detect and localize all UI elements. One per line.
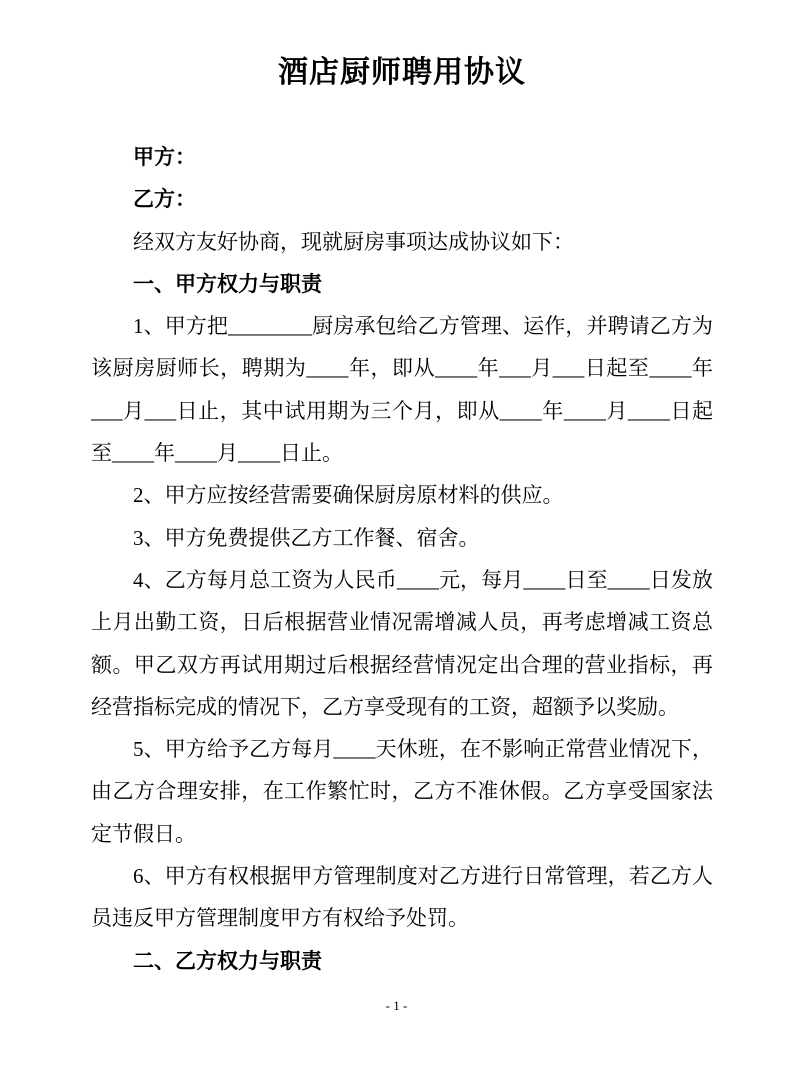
clause-5-line-2: 由乙方合理安排，在工作繁忙时，乙方不准休假。乙方享受国家法	[91, 779, 713, 804]
heading-section-1-line-1: 一、甲方权力与职责	[133, 271, 322, 296]
clause-4-line-3: 额。甲乙双方再试用期过后根据经营情况定出合理的营业指标，再	[91, 652, 713, 677]
party-yifang-line-1: 乙方：	[133, 187, 196, 212]
page-number: - 1 -	[385, 998, 408, 1013]
clause-4-line-1: 4、乙方每月总工资为人民币____元，每月____日至____日发放	[133, 567, 713, 592]
document-content	[91, 0, 713, 982]
clause-4-line-2: 上月出勤工资，日后根据营业情况需增减人员，再考虑增减工资总	[91, 610, 713, 635]
heading-section-2-line-1: 二、乙方权力与职责	[133, 948, 322, 973]
clause-1-line-1: 1、甲方把________厨房承包给乙方管理、运作，并聘请乙方为	[133, 314, 713, 339]
clause-6-line-1: 6、甲方有权根据甲方管理制度对乙方进行日常管理，若乙方人	[133, 864, 713, 889]
preamble-line-1: 经双方友好协商，现就厨房事项达成协议如下：	[133, 229, 574, 254]
clause-3-line-1: 3、甲方免费提供乙方工作餐、宿舍。	[133, 525, 480, 550]
document-body	[91, 136, 713, 982]
clause-5-line-1: 5、甲方给予乙方每月____天休班，在不影响正常营业情况下，	[133, 737, 713, 762]
party-jiafang-line-1: 甲方：	[133, 145, 196, 169]
clause-1-line-2: 该厨房厨师长，聘期为____年，即从____年___月___日起至____年	[91, 356, 713, 381]
clause-1-line-4: 至____年____月____日止。	[91, 441, 343, 466]
clause-5-line-3: 定节假日。	[91, 821, 196, 846]
clause-4-line-4: 经营指标完成的情况下，乙方享受现有的工资，超额予以奖励。	[91, 694, 679, 719]
document-title: 酒店厨师聘用协议	[278, 56, 526, 89]
clause-6-line-2: 员违反甲方管理制度甲方有权给予处罚。	[91, 906, 469, 931]
clause-1-line-3: ___月___日止，其中试用期为三个月，即从____年____月____日起	[91, 398, 713, 423]
clause-2-line-1: 2、甲方应按经营需要确保厨房原材料的供应。	[133, 483, 564, 508]
